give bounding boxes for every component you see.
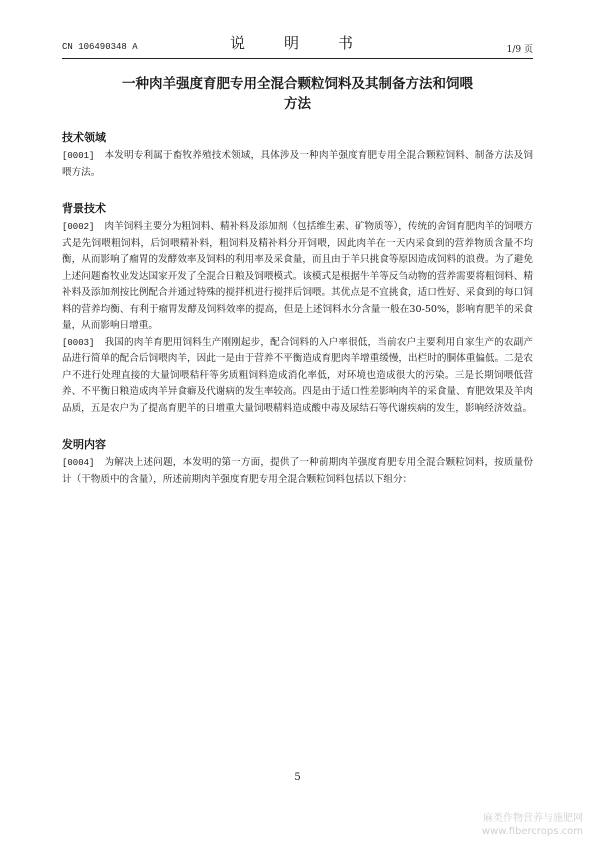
title-line-1: 一种肉羊强度育肥专用全混合颗粒饲料及其制备方法和饲喂 bbox=[122, 76, 473, 92]
paragraph-number: [0002] bbox=[62, 222, 95, 232]
section-tech-field bbox=[62, 130, 533, 181]
section-gap bbox=[62, 181, 533, 201]
paragraph-0003 bbox=[62, 335, 533, 418]
document-title bbox=[62, 74, 533, 114]
section-invention bbox=[62, 437, 533, 488]
paragraph-0004 bbox=[62, 455, 533, 488]
title-line-2: 方法 bbox=[284, 96, 311, 112]
section-heading: 背景技术 bbox=[62, 202, 106, 215]
page-header bbox=[62, 28, 533, 56]
section-heading: 技术领域 bbox=[62, 131, 106, 144]
paragraph-number: [0003] bbox=[62, 337, 95, 348]
page-number: 5 bbox=[294, 772, 301, 783]
paragraph-text: 我国的肉羊育肥用饲料生产刚刚起步，配合饲料的入户率很低，当前农户主要利用自家生产的农副产品进行简单的配合后饲喂肉羊，因此一是由于营养不平衡造成育肥肉羊增重缓慢，出栏时的胴体重偏低。二是农户不进行处理直接的大量饲喂秸秆等劣质粗饲料造成消化率低，对环境也造成很大的污染。三是长期饲喂低营养、不平衡日粮造成肉羊异食癖及代谢病的发生率较高。四是由于适口性差影响肉羊的采食量、育肥效果及羊肉品质，五是农户为了提高育肥羊的日增重大量饲喂精料造成酸中毒及尿结石等代谢疾病的发生，影响经济效益。 bbox=[62, 336, 533, 414]
paragraph-0002 bbox=[62, 219, 533, 335]
section-background bbox=[62, 201, 533, 417]
watermark-line-1: 麻类作物营养与施肥网 bbox=[483, 813, 583, 824]
paragraph-number: [0001] bbox=[62, 151, 95, 161]
paragraph-number: [0004] bbox=[62, 458, 95, 468]
document-body bbox=[62, 130, 533, 488]
section-heading: 发明内容 bbox=[62, 438, 106, 451]
watermark bbox=[482, 812, 583, 838]
watermark-line-2: www.fibercrops.com bbox=[481, 826, 583, 837]
paragraph-text: 肉羊饲料主要分为粗饲料、精补料及添加剂（包括维生素、矿物质等），传统的舍饲育肥肉羊的饲喂方式是先饲喂粗饲料，后饲喂精补料，粗饲料及精补料分开饲喂，因此肉羊在一天内采食到的营养物质含量不均衡，从而影响了瘤胃的发酵效率及饲料的利用率及采食量，而且由于羊只挑食等原因造成饲料的浪费。为了避免上述问题畜牧业发达国家开发了全混合日粮及饲喂模式。该模式是根据牛羊等反刍动物的营养需要将粗饲料、精补料及添加剂按比例配合并通过特殊的搅拌机进行搅拌后饲喂。其优点是不宜挑食，适口性好、采食到的每口饲料的营养均衡、有利于瘤胃发酵及饲料效率的提高，但是上述饲料水分含量一般在30-50%，影响育肥羊的采食量，从而影响日增重。 bbox=[62, 221, 533, 331]
document-type: 说 明 书 bbox=[229, 34, 365, 52]
section-gap bbox=[62, 417, 533, 437]
paragraph-text: 本发明专利属于畜牧养殖技术领域，具体涉及一种肉羊强度育肥专用全混合颗粒饲料、制备方法及饲喂方法。 bbox=[62, 150, 533, 178]
document-number: CN 106490348 A bbox=[62, 42, 138, 52]
page-info: 1/9 页 bbox=[506, 45, 533, 55]
paragraph-0001 bbox=[62, 148, 533, 181]
header-rule bbox=[62, 58, 533, 59]
paragraph-text: 为解决上述问题，本发明的第一方面，提供了一种前期肉羊强度育肥专用全混合颗粒饲料，按质量份计（干物质中的含量），所述前期肉羊强度育肥专用全混合颗粒饲料包括以下组分： bbox=[62, 457, 533, 485]
